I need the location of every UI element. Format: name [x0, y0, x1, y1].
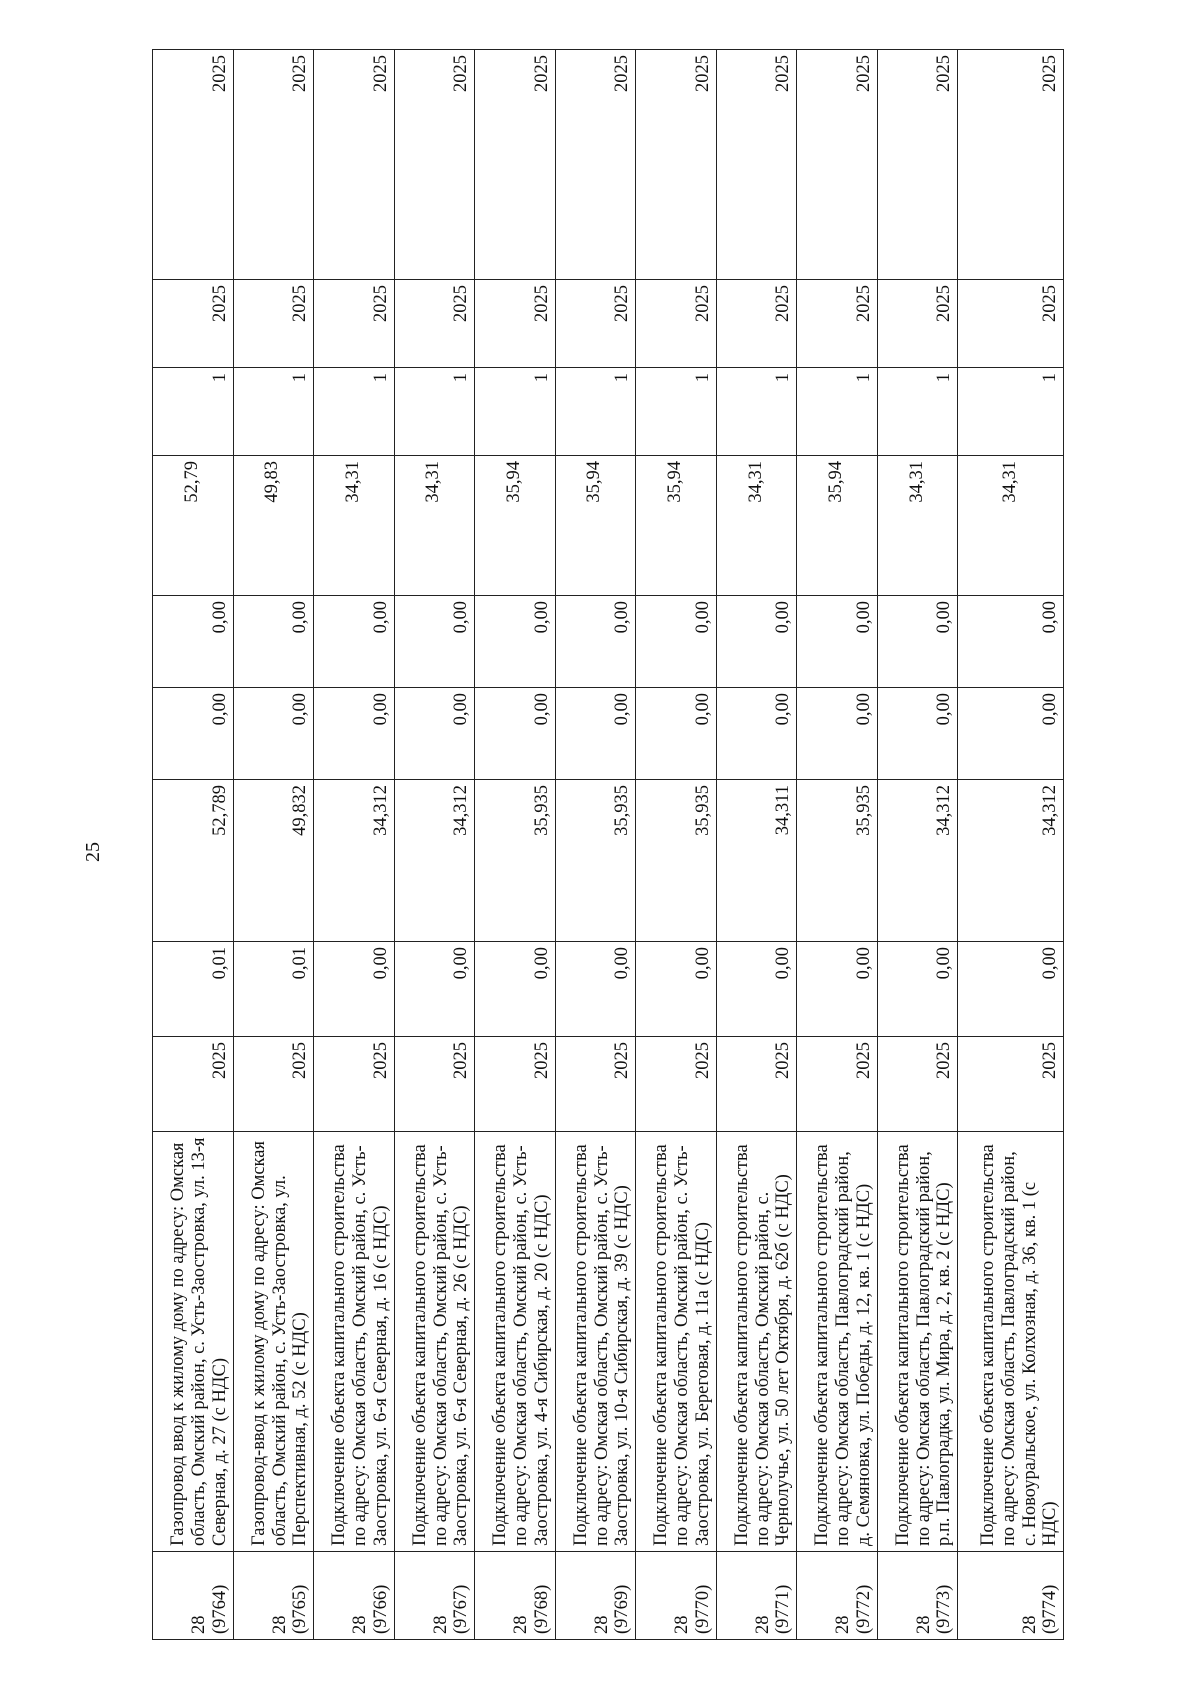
end-year-cell: 2025	[636, 50, 717, 280]
value-a-cell: 0,00	[314, 942, 395, 1037]
year-cell: 2025	[797, 1037, 878, 1132]
start-year-cell: 2025	[394, 280, 475, 368]
value-a-cell: 0,00	[394, 942, 475, 1037]
object-name-cell: Подключение объекта капитального строительства по адресу: Омская область, Павлоградский район, с. Новоуральское, ул. Колхозная, д. 36, кв. 1 (с НДС)	[958, 1132, 1064, 1552]
object-name-cell: Подключение объекта капитального строительства по адресу: Омская область, Омский район, с. Усть-Заостровка, ул. 4-я Сибирская, д. 20 (с НДС)	[475, 1132, 556, 1552]
year-cell: 2025	[958, 1037, 1064, 1132]
value-b-cell: 34,312	[394, 780, 475, 942]
value-c-cell: 0,00	[958, 688, 1064, 780]
start-year-cell: 2025	[314, 280, 395, 368]
row-number: 28	[913, 1615, 934, 1634]
row-number: 28	[189, 1615, 210, 1634]
start-year-cell: 2025	[636, 280, 717, 368]
end-year-cell: 2025	[153, 50, 234, 280]
value-c-cell: 0,00	[394, 688, 475, 780]
value-e-cell: 34,31	[877, 456, 958, 596]
object-name-cell: Газопровод-ввод к жилому дому по адресу: Омская область, Омский район, с. Усть-Заостровка, ул. Перспективная, д. 52 (с НДС)	[233, 1132, 314, 1552]
end-year-cell: 2025	[475, 50, 556, 280]
row-code: (9774)	[1040, 1584, 1061, 1634]
start-year-cell: 2025	[555, 280, 636, 368]
year-cell: 2025	[394, 1037, 475, 1132]
row-code: (9771)	[773, 1584, 794, 1634]
quantity-cell: 1	[233, 368, 314, 456]
value-e-cell: 49,83	[233, 456, 314, 596]
quantity-cell: 1	[797, 368, 878, 456]
end-year-cell: 2025	[716, 50, 797, 280]
value-d-cell: 0,00	[555, 596, 636, 688]
row-number-cell	[877, 1552, 958, 1640]
value-e-cell: 35,94	[797, 456, 878, 596]
start-year-cell: 2025	[877, 280, 958, 368]
object-name-cell: Подключение объекта капитального строительства по адресу: Омская область, Омский район, с. Усть-Заостровка, ул. 6-я Северная, д. 26 (с НДС)	[394, 1132, 475, 1552]
quantity-cell: 1	[475, 368, 556, 456]
value-c-cell: 0,00	[716, 688, 797, 780]
value-a-cell: 0,00	[877, 942, 958, 1037]
row-number-cell	[636, 1552, 717, 1640]
row-number: 28	[430, 1615, 451, 1634]
investment-table	[152, 49, 1064, 1640]
table-row	[797, 50, 878, 1640]
row-code: (9770)	[692, 1584, 713, 1634]
object-name-cell: Подключение объекта капитального строительства по адресу: Омская область, Омский район, с. Усть-Заостровка, ул. Береговая, д. 11а (с НДС)	[636, 1132, 717, 1552]
value-a-cell: 0,00	[636, 942, 717, 1037]
value-b-cell: 34,312	[314, 780, 395, 942]
year-cell: 2025	[314, 1037, 395, 1132]
year-cell: 2025	[716, 1037, 797, 1132]
row-number: 28	[833, 1615, 854, 1634]
row-number: 28	[1019, 1615, 1040, 1634]
value-c-cell: 0,00	[636, 688, 717, 780]
row-number-cell	[555, 1552, 636, 1640]
table-row	[314, 50, 395, 1640]
value-b-cell: 35,935	[475, 780, 556, 942]
row-number-cell	[958, 1552, 1064, 1640]
value-a-cell: 0,01	[233, 942, 314, 1037]
start-year-cell: 2025	[716, 280, 797, 368]
value-d-cell: 0,00	[797, 596, 878, 688]
quantity-cell: 1	[394, 368, 475, 456]
value-e-cell: 34,31	[314, 456, 395, 596]
row-number-cell	[153, 1552, 234, 1640]
value-b-cell: 49,832	[233, 780, 314, 942]
value-b-cell: 35,935	[636, 780, 717, 942]
object-name-cell: Газопровод ввод к жилому дому по адресу: Омская область, Омский район, с. Усть-Заостровка, ул. 13-я Северная, д. 27 (с НДС)	[153, 1132, 234, 1552]
table-row	[716, 50, 797, 1640]
value-a-cell: 0,00	[958, 942, 1064, 1037]
year-cell: 2025	[636, 1037, 717, 1132]
value-e-cell: 35,94	[475, 456, 556, 596]
row-number-cell	[314, 1552, 395, 1640]
row-code: (9766)	[370, 1584, 391, 1634]
value-a-cell: 0,00	[797, 942, 878, 1037]
end-year-cell: 2025	[797, 50, 878, 280]
value-d-cell: 0,00	[233, 596, 314, 688]
value-b-cell: 35,935	[555, 780, 636, 942]
value-e-cell: 35,94	[555, 456, 636, 596]
row-number: 28	[350, 1615, 371, 1634]
row-number: 28	[269, 1615, 290, 1634]
value-a-cell: 0,00	[555, 942, 636, 1037]
year-cell: 2025	[233, 1037, 314, 1132]
value-b-cell: 34,312	[877, 780, 958, 942]
value-e-cell: 34,31	[394, 456, 475, 596]
end-year-cell: 2025	[555, 50, 636, 280]
start-year-cell: 2025	[958, 280, 1064, 368]
start-year-cell: 2025	[153, 280, 234, 368]
row-number: 28	[591, 1615, 612, 1634]
end-year-cell: 2025	[877, 50, 958, 280]
row-code: (9768)	[531, 1584, 552, 1634]
row-code: (9767)	[451, 1584, 472, 1634]
value-d-cell: 0,00	[636, 596, 717, 688]
object-name-cell: Подключение объекта капитального строительства по адресу: Омская область, Омский район, с. Усть-Заостровка, ул. 6-я Северная, д. 16 (с НДС)	[314, 1132, 395, 1552]
value-d-cell: 0,00	[958, 596, 1064, 688]
quantity-cell: 1	[555, 368, 636, 456]
table-row	[394, 50, 475, 1640]
value-c-cell: 0,00	[475, 688, 556, 780]
table-row	[153, 50, 234, 1640]
quantity-cell: 1	[636, 368, 717, 456]
table-row	[636, 50, 717, 1640]
quantity-cell: 1	[153, 368, 234, 456]
value-b-cell: 52,789	[153, 780, 234, 942]
end-year-cell: 2025	[958, 50, 1064, 280]
start-year-cell: 2025	[233, 280, 314, 368]
table-row	[233, 50, 314, 1640]
table-row	[877, 50, 958, 1640]
value-e-cell: 34,31	[716, 456, 797, 596]
start-year-cell: 2025	[475, 280, 556, 368]
year-cell: 2025	[153, 1037, 234, 1132]
value-a-cell: 0,00	[475, 942, 556, 1037]
quantity-cell: 1	[877, 368, 958, 456]
year-cell: 2025	[555, 1037, 636, 1132]
object-name-cell: Подключение объекта капитального строительства по адресу: Омская область, Омский район, с. Усть-Заостровка, ул. 10-я Сибирская, д. 39 (с НДС)	[555, 1132, 636, 1552]
value-d-cell: 0,00	[877, 596, 958, 688]
value-a-cell: 0,01	[153, 942, 234, 1037]
table-row	[555, 50, 636, 1640]
quantity-cell: 1	[958, 368, 1064, 456]
year-cell: 2025	[877, 1037, 958, 1132]
value-d-cell: 0,00	[314, 596, 395, 688]
row-number: 28	[511, 1615, 532, 1634]
value-b-cell: 34,312	[958, 780, 1064, 942]
object-name-cell: Подключение объекта капитального строительства по адресу: Омская область, Павлоградский район, р.п. Павлоградка, ул. Мира, д. 2, кв. 2 (с НДС)	[877, 1132, 958, 1552]
investment-table-container	[152, 50, 1064, 1640]
row-code: (9772)	[853, 1584, 874, 1634]
value-a-cell: 0,00	[716, 942, 797, 1037]
row-number-cell	[475, 1552, 556, 1640]
end-year-cell: 2025	[394, 50, 475, 280]
value-c-cell: 0,00	[555, 688, 636, 780]
value-d-cell: 0,00	[394, 596, 475, 688]
table-row	[475, 50, 556, 1640]
row-number-cell	[797, 1552, 878, 1640]
row-code: (9773)	[934, 1584, 955, 1634]
row-number-cell	[716, 1552, 797, 1640]
value-d-cell: 0,00	[153, 596, 234, 688]
value-c-cell: 0,00	[233, 688, 314, 780]
quantity-cell: 1	[716, 368, 797, 456]
table-row	[958, 50, 1064, 1640]
object-name-cell: Подключение объекта капитального строительства по адресу: Омская область, Павлоградский район, д. Семяновка, ул. Победы, д. 12, кв. 1 (с НДС)	[797, 1132, 878, 1552]
row-number: 28	[672, 1615, 693, 1634]
page-number: 25	[82, 842, 104, 862]
value-b-cell: 35,935	[797, 780, 878, 942]
year-cell: 2025	[475, 1037, 556, 1132]
quantity-cell: 1	[314, 368, 395, 456]
value-d-cell: 0,00	[716, 596, 797, 688]
end-year-cell: 2025	[233, 50, 314, 280]
value-c-cell: 0,00	[877, 688, 958, 780]
value-c-cell: 0,00	[797, 688, 878, 780]
row-code: (9769)	[612, 1584, 633, 1634]
row-code: (9764)	[209, 1584, 230, 1634]
value-b-cell: 34,311	[716, 780, 797, 942]
row-number-cell	[394, 1552, 475, 1640]
value-c-cell: 0,00	[153, 688, 234, 780]
row-number-cell	[233, 1552, 314, 1640]
value-c-cell: 0,00	[314, 688, 395, 780]
start-year-cell: 2025	[797, 280, 878, 368]
value-d-cell: 0,00	[475, 596, 556, 688]
row-number: 28	[752, 1615, 773, 1634]
end-year-cell: 2025	[314, 50, 395, 280]
value-e-cell: 52,79	[153, 456, 234, 596]
table-body	[153, 50, 1064, 1640]
value-e-cell: 35,94	[636, 456, 717, 596]
value-e-cell: 34,31	[958, 456, 1064, 596]
object-name-cell: Подключение объекта капитального строительства по адресу: Омская область, Омский район, с. Чернолучье, ул. 50 лет Октября, д. 62б (с НДС)	[716, 1132, 797, 1552]
row-code: (9765)	[290, 1584, 311, 1634]
